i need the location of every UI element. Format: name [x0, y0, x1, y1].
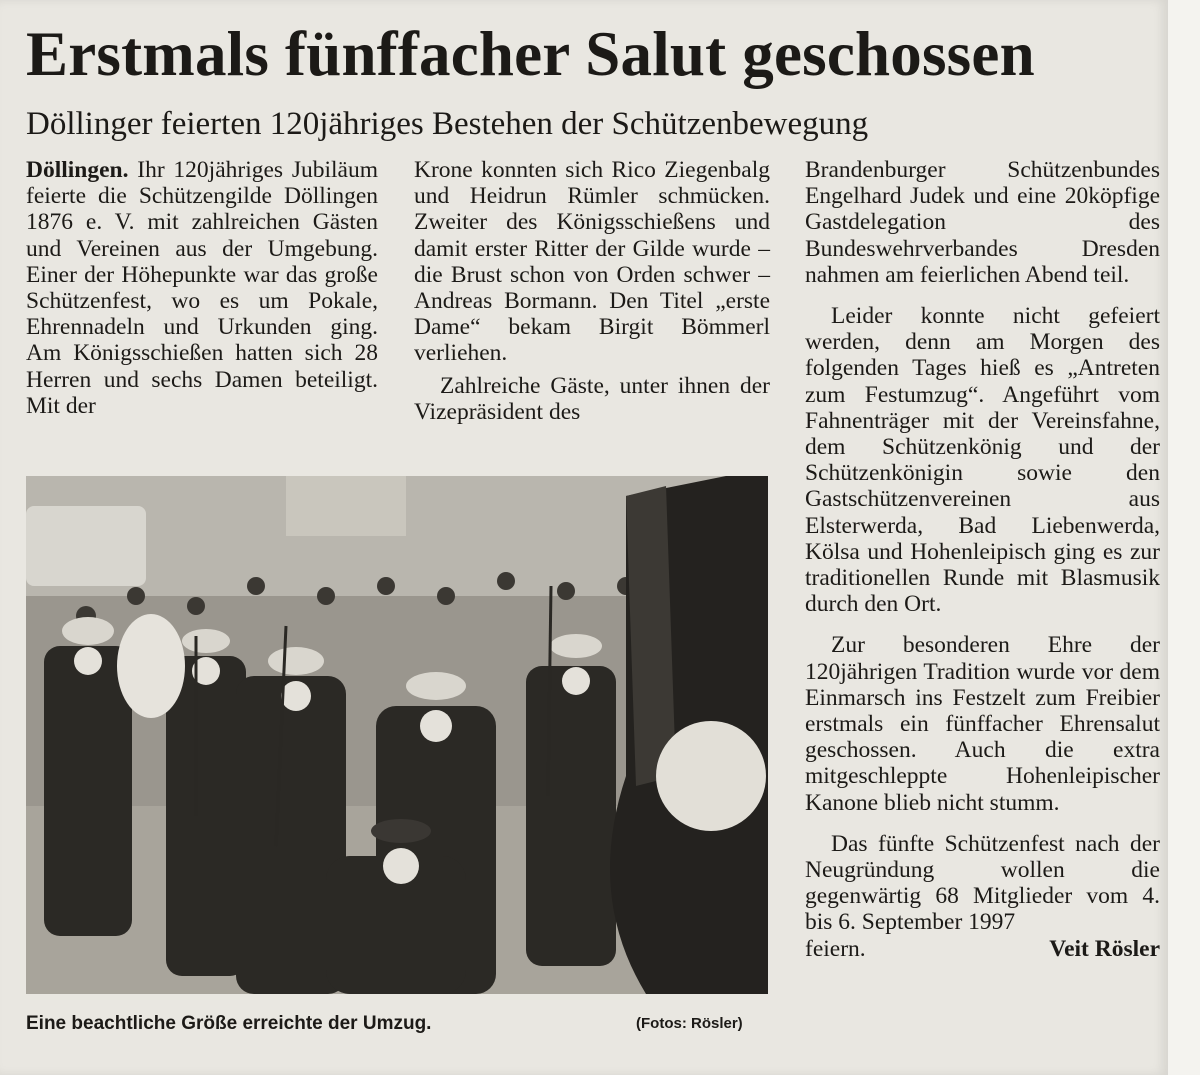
- lead-text: Ihr 120jähriges Jubiläum feierte die Schützengilde Döllingen 1876 e. V. mit zahlreichen Gästen und Vereinen aus der Umgebung. Einer der Höhepunkte war das große Schützenfest, wo es um Pokale, Ehrennadeln und Urkunden ging. Am Königsschießen hatten sich 28 Herren und sechs Damen beteiligt. Mit der: [26, 157, 378, 419]
- paragraph: Das fünfte Schützenfest nach der Neugründung wollen die gegenwärtig 68 Mitglieder vom 4. bis 6. September 1997: [805, 830, 1160, 936]
- paragraph: Brandenburger Schützenbundes Engelhard Judek und eine 20köpfige Gastdelegation des Bundeswehrverbandes Dresden nahmen am feierlichen Abend teil.: [805, 157, 1160, 288]
- photo-credit: (Fotos: Rösler): [636, 1015, 743, 1032]
- lead-paragraph: [26, 157, 378, 419]
- subheadline: Döllinger feierten 120jähriges Bestehen der Schützenbewegung: [26, 106, 869, 142]
- paragraph: Krone konnten sich Rico Ziegenbalg und Heidrun Rümler schmücken. Zweiter des Königsschießens und damit erster Ritter der Gilde wurde – die Brust schon von Orden schwer – Andreas Bormann. Den Titel „erste Dame“ bekam Birgit Bömmerl verliehen.: [414, 157, 770, 367]
- paragraph: Leider konnte nicht gefeiert werden, denn am Morgen des folgenden Tages hieß es „Antreten zum Festumzug“. Angeführt vom Fahnenträger mit der Vereinsfahne, dem Schützenkönig und der Schützenkönigin sowie den Gastschützenvereinen aus Elsterwerda, Bad Liebenwerda, Kölsa und Hohenleipisch ging es zur traditionellen Runde mit Blasmusik durch den Ort.: [805, 303, 1160, 618]
- paragraph: Zahlreiche Gäste, unter ihnen der Vizepräsident des: [414, 372, 770, 425]
- paragraph: Zur besonderen Ehre der 120jährigen Tradition wurde vor dem Einmarsch ins Festzelt zum Freibier erstmals ein fünffacher Ehrensalut geschossen. Auch die extra mitgeschleppte Hohenleipischer Kanone blieb nicht stumm.: [805, 632, 1160, 816]
- article-column-1: [26, 157, 378, 419]
- article-column-2: [414, 157, 770, 425]
- article-column-3: [805, 157, 1160, 962]
- scan-background: [1168, 0, 1200, 1075]
- closing-word: feiern.: [805, 935, 866, 962]
- parade-photo: [26, 476, 768, 994]
- dateline: Döllingen.: [26, 157, 129, 183]
- author-name: Veit Rösler: [1049, 935, 1160, 962]
- photo-caption: Eine beachtliche Größe erreichte der Umzug.: [26, 1013, 432, 1034]
- parade-photo-illustration: [26, 476, 768, 994]
- signature-line: [805, 936, 1160, 962]
- headline: Erstmals fünffacher Salut geschossen: [26, 19, 1035, 89]
